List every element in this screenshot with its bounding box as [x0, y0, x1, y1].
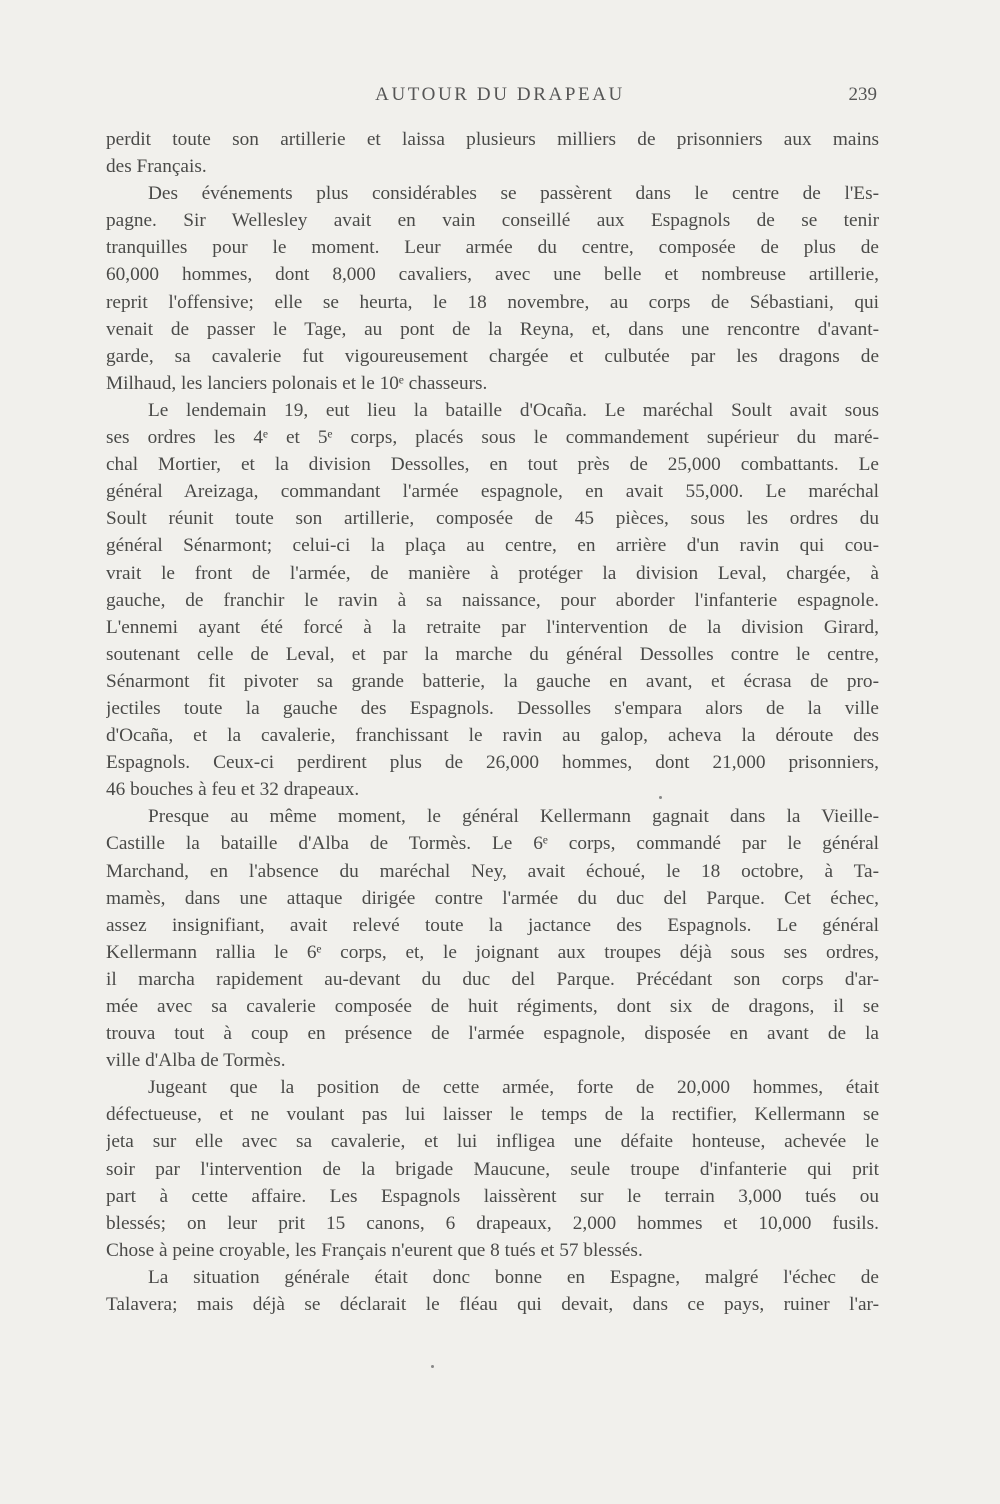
text-line: Soult réunit toute son artillerie, composée de 45 pièces, sous les ordres du	[106, 508, 879, 530]
text-line: jeta sur elle avec sa cavalerie, et lui infligea une défaite honteuse, achevée le	[106, 1131, 879, 1153]
text-line: venait de passer le Tage, au pont de la Reyna, et, dans une rencontre d'avant-	[106, 318, 879, 340]
text-line: Des événements plus considérables se passèrent dans le centre de l'Es-	[148, 183, 879, 205]
text-line: garde, sa cavalerie fut vigoureusement chargée et culbutée par les dragons de	[106, 345, 879, 367]
text-line: soutenant celle de Leval, et par la marche du général Dessolles contre le centre,	[106, 643, 879, 665]
text-line: général Sénarmont; celui-ci la plaça au centre, en arrière d'un ravin qui cou-	[106, 535, 879, 557]
text-line: d'Ocaña, et la cavalerie, franchissant le ravin au galop, acheva la déroute des	[106, 725, 879, 747]
text-line: blessés; on leur prit 15 canons, 6 drapeaux, 2,000 hommes et 10,000 fusils.	[106, 1212, 879, 1234]
page-number: 239	[848, 84, 877, 105]
text-line: général Areizaga, commandant l'armée espagnole, en avait 55,000. Le maréchal	[106, 481, 879, 503]
text-line: Marchand, en l'absence du maréchal Ney, avait échoué, le 18 octobre, à Ta-	[106, 860, 879, 882]
text-line: vrait le front de l'armée, de manière à protéger la division Leval, chargée, à	[106, 562, 879, 584]
text-line: gauche, de franchir le ravin à sa naissance, pour aborder l'infanterie espagnole.	[106, 589, 879, 611]
text-line: pagne. Sir Wellesley avait en vain conseillé aux Espagnols de se tenir	[106, 210, 879, 232]
text-line: Talavera; mais déjà se déclarait le fléau qui devait, dans ce pays, ruiner l'ar-	[106, 1294, 879, 1316]
running-header	[0, 84, 1000, 114]
text-line: 46 bouches à feu et 32 drapeaux.	[106, 779, 360, 801]
running-title: AUTOUR DU DRAPEAU	[375, 84, 625, 105]
text-line: L'ennemi ayant été forcé à la retraite par l'intervention de la division Girard,	[106, 616, 879, 638]
text-line: 60,000 hommes, dont 8,000 cavaliers, avec une belle et nombreuse artillerie,	[106, 264, 879, 286]
text-line: Espagnols. Ceux-ci perdirent plus de 26,000 hommes, dont 21,000 prisonniers,	[106, 752, 879, 774]
text-line: part à cette affaire. Les Espagnols laissèrent sur le terrain 3,000 tués ou	[106, 1185, 879, 1207]
body-text	[106, 126, 879, 1318]
text-line: mamès, dans une attaque dirigée contre l'armée du duc del Parque. Cet échec,	[106, 887, 879, 909]
text-line: Castille la bataille d'Alba de Tormès. Le 6ᵉ corps, commandé par le général	[106, 833, 879, 855]
scan-speck	[431, 1365, 434, 1368]
text-line: perdit toute son artillerie et laissa plusieurs milliers de prisonniers aux mains	[106, 129, 879, 150]
text-line: soir par l'intervention de la brigade Maucune, seule troupe d'infanterie qui prit	[106, 1158, 879, 1180]
text-line: Jugeant que la position de cette armée, forte de 20,000 hommes, était	[148, 1077, 879, 1099]
text-line: ville d'Alba de Tormès.	[106, 1050, 286, 1072]
text-line: Presque au même moment, le général Kellermann gagnait dans la Vieille-	[148, 806, 879, 828]
text-line: chal Mortier, et la division Dessolles, en tout près de 25,000 combattants. Le	[106, 454, 879, 476]
text-line: Sénarmont fit pivoter sa grande batterie, la gauche en avant, et écrasa de pro-	[106, 670, 879, 692]
text-line: tranquilles pour le moment. Leur armée du centre, composée de plus de	[106, 237, 879, 259]
text-line: mée avec sa cavalerie composée de huit régiments, dont six de dragons, il se	[106, 996, 879, 1017]
text-line: assez insignifiant, avait relevé toute la jactance des Espagnols. Le général	[106, 914, 879, 936]
text-line: ses ordres les 4ᵉ et 5ᵉ corps, placés sous le commandement supérieur du maré-	[106, 427, 879, 449]
text-line: des Français.	[106, 156, 207, 178]
text-line: La situation générale était donc bonne en Espagne, malgré l'échec de	[148, 1266, 879, 1288]
text-line: Le lendemain 19, eut lieu la bataille d'Ocaña. Le maréchal Soult avait sous	[148, 399, 879, 421]
text-line: Kellermann rallia le 6ᵉ corps, et, le joignant aux troupes déjà sous ses ordres,	[106, 941, 879, 963]
text-line: Milhaud, les lanciers polonais et le 10ᵉ chasseurs.	[106, 372, 488, 394]
text-line: défectueuse, et ne voulant pas lui laisser le temps de la rectifier, Kellermann se	[106, 1104, 879, 1126]
text-line: Chose à peine croyable, les Français n'eurent que 8 tués et 57 blessés.	[106, 1239, 643, 1261]
text-line: jectiles toute la gauche des Espagnols. Dessolles s'empara alors de la ville	[106, 697, 879, 719]
text-line: reprit l'offensive; elle se heurta, le 18 novembre, au corps de Sébastiani, qui	[106, 291, 879, 313]
scan-speck	[659, 796, 662, 799]
text-line: il marcha rapidement au-devant du duc del Parque. Précédant son corps d'ar-	[106, 968, 879, 990]
text-line: trouva tout à coup en présence de l'armée espagnole, disposée en avant de la	[106, 1023, 879, 1045]
